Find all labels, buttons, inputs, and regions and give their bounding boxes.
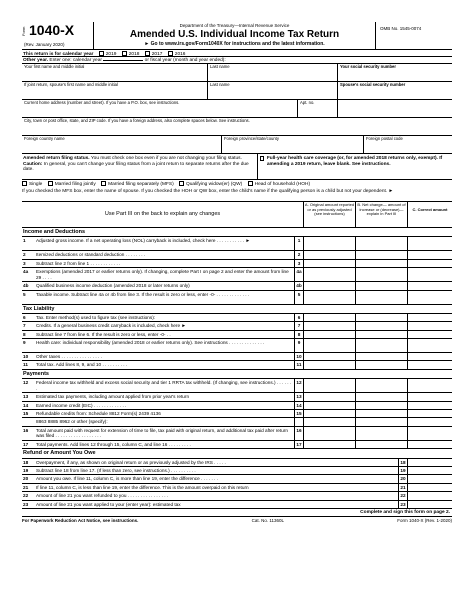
year-2018-checkbox[interactable] — [122, 51, 127, 56]
amount-field[interactable] — [356, 291, 408, 304]
line-ref: 21 — [398, 484, 408, 491]
filing-status-text — [22, 154, 258, 179]
amount-field[interactable] — [408, 418, 452, 425]
amount-field[interactable] — [408, 282, 452, 289]
form-line — [22, 268, 452, 282]
omb-number: OMB No. 1545-0074 — [380, 26, 422, 31]
line-text: Subtract line 7 from line 6. If the result is zero or less, enter -0- . . — [36, 331, 171, 337]
amount-field[interactable] — [304, 427, 356, 440]
line-ref: 18 — [398, 459, 408, 466]
line-text: Qualified business income deduction (amended 2018 or later returns only) — [36, 283, 190, 289]
amount-field[interactable] — [356, 268, 408, 281]
form-line — [22, 260, 452, 268]
amount-field[interactable] — [408, 237, 452, 250]
first-name-field[interactable]: Your first name and middle initial — [22, 64, 208, 81]
address-field[interactable]: Current home address (number and street). If you have a P.O. box, see instructions. — [22, 100, 298, 117]
single-label: Single — [29, 181, 43, 187]
amount-field[interactable] — [304, 418, 356, 425]
form-line — [22, 322, 452, 330]
amount-field[interactable] — [304, 402, 356, 409]
amount-field[interactable] — [356, 393, 408, 400]
year-2018: 2018 — [128, 51, 140, 57]
payments-section-title — [22, 370, 452, 379]
line-number: 1 — [23, 238, 26, 244]
amount-field[interactable] — [356, 260, 408, 267]
line-number: 15 — [23, 411, 29, 416]
form-line — [22, 251, 452, 259]
revision: (Rev. January 2020) — [24, 41, 65, 47]
line-ref: 12 — [294, 379, 304, 392]
tax-section-title — [22, 305, 452, 314]
year-2016: 2016 — [174, 51, 186, 57]
spouse-first-name-field[interactable]: If joint return, spouse's first name and middle initial — [22, 82, 208, 99]
mfj-label: Married filing jointly — [54, 181, 96, 187]
year-2019: 2019 — [105, 51, 117, 57]
amount-field[interactable] — [356, 402, 408, 409]
spouse-last-name-field[interactable]: Last name — [208, 82, 338, 99]
address-row — [22, 100, 452, 118]
form-line — [22, 339, 452, 353]
city-row — [22, 118, 452, 136]
form-line — [22, 361, 452, 369]
line-ref: 14 — [294, 402, 304, 409]
income-lines — [22, 237, 452, 304]
line-text: Overpayment, if any, as shown on original return or as previously adjusted by the IRS . . . . . — [36, 459, 226, 465]
line-ref — [294, 418, 304, 425]
amount-field[interactable] — [408, 260, 452, 267]
line-ref: 16 — [294, 427, 304, 440]
use-part-iii: Use Part III on the back to explain any changes — [22, 202, 304, 227]
amount-field[interactable] — [408, 475, 452, 482]
amount-field[interactable] — [304, 291, 356, 304]
qw-label: Qualifying widow(er) (QW) — [186, 181, 243, 187]
foreign-country-field[interactable]: Foreign country name — [22, 136, 222, 153]
department: Department of the Treasury—Internal Revenue Service — [179, 23, 290, 28]
form-title: Amended U.S. Individual Income Tax Return — [129, 29, 340, 41]
line-text: Total tax. Add lines 8, 9, and 10 . . . . . . . . . . — [36, 362, 128, 368]
amount-field[interactable] — [304, 251, 356, 258]
line-text: Total amount paid with request for extension of time to file, tax paid with original return, and additional tax paid after return was filed . . . . . . . . . . . . . . . . . . — [36, 427, 288, 439]
line-text: Federal income tax withheld and excess social security and tier 1 RRTA tax withheld. (If changing, see instructions.) . . . . . . . — [36, 380, 292, 391]
line-text: If line 11, column C, is less than line 19, enter the difference. This is the amount overpaid on this return — [36, 484, 249, 490]
filing-options-row — [22, 180, 452, 188]
calendar-year-row — [22, 50, 452, 57]
amount-field[interactable] — [304, 237, 356, 250]
name-row — [22, 64, 452, 82]
line-text: Total payments. Add lines 12 through 15, column C, and line 16 . . . . . . . . . — [36, 441, 191, 447]
line-ref: 2 — [294, 251, 304, 258]
line-number: 8 — [23, 331, 26, 337]
city-field[interactable]: City, town or post office, state, and ZIP code. If you have a foreign address, also complete spaces below. See instructions. — [24, 118, 250, 123]
line-ref: 8 — [294, 331, 304, 338]
form-line — [22, 467, 452, 475]
column-header-row — [22, 202, 452, 228]
title-block — [94, 22, 376, 49]
line-text: 8863 8885 8962 or other (specify): — [36, 419, 108, 425]
amount-field[interactable] — [356, 251, 408, 258]
line-ref: 13 — [294, 393, 304, 400]
other-year-row — [22, 57, 452, 64]
form-word: Form — [21, 26, 26, 36]
line-number: 9 — [23, 340, 26, 346]
hoh-label: Head of household (HOH) — [254, 181, 311, 187]
form-line — [22, 410, 452, 418]
amount-field[interactable] — [408, 314, 452, 321]
filing-note: If you checked the MFS box, enter the name of spouse. If you checked the HOH or QW box, enter the child's name if the qualifying person is a child but not your dependent. ► — [22, 189, 394, 194]
spouse-row — [22, 82, 452, 100]
amount-field[interactable] — [356, 314, 408, 321]
line-text: Credits. If a general business credit carryback is included, check here ► — [36, 323, 187, 329]
line-number: 19 — [23, 467, 29, 473]
amount-field[interactable] — [304, 282, 356, 289]
line-number: 14 — [23, 402, 29, 408]
amount-field[interactable] — [356, 339, 408, 352]
line-number: 16 — [23, 427, 29, 433]
paperwork-notice: For Paperwork Reduction Act Notice, see instructions. — [22, 518, 139, 524]
year-2017: 2017 — [151, 51, 163, 57]
amount-field[interactable] — [304, 331, 356, 338]
amount-field[interactable] — [356, 379, 408, 392]
form-id-block — [22, 22, 94, 49]
line-ref: 6 — [294, 314, 304, 321]
form-1040x — [22, 22, 452, 524]
form-line — [22, 492, 452, 500]
mfs-label: Married filing separately (MFS) — [108, 181, 174, 187]
foreign-row — [22, 136, 452, 154]
line-number: 6 — [23, 314, 26, 320]
line-ref: 7 — [294, 322, 304, 329]
line-ref: 15 — [294, 410, 304, 417]
amount-field[interactable] — [408, 501, 452, 508]
line-text: Earned income credit (EIC) . . . . . . . . . . . . . — [36, 402, 127, 408]
income-section-label: Income and Deductions — [23, 229, 86, 235]
amount-field[interactable] — [408, 331, 452, 338]
amount-field[interactable] — [304, 322, 356, 329]
line-text: Amount of line 21 you want applied to your (enter year): estimated tax — [36, 501, 181, 507]
line-number: 12 — [23, 380, 29, 386]
amount-field[interactable] — [408, 427, 452, 440]
line-ref: 1 — [294, 237, 304, 250]
calendar-label: This return is for calendar year — [23, 51, 94, 57]
line-ref: 4a — [294, 268, 304, 281]
line-text: Amount you owe. If line 11, column C, is more than line 19, enter the difference . . . . . . . — [36, 476, 218, 482]
coverage-block — [258, 154, 452, 179]
refund-section-title — [22, 449, 452, 458]
line-ref: 19 — [398, 467, 408, 474]
line-number — [22, 418, 34, 425]
amount-field[interactable] — [408, 251, 452, 258]
line-text: Taxable income. Subtract line 4a or 4b from line 3. If the result is zero or less, enter -0- . . . . . . . . . . . . . — [36, 291, 250, 297]
line-text: Refundable credits from: Schedule 8812 Form(s) 2439 4136 — [36, 411, 161, 416]
year-2017-checkbox[interactable] — [145, 51, 150, 56]
line-ref: 3 — [294, 260, 304, 267]
calendar-year-input[interactable] — [103, 60, 143, 61]
amount-field[interactable] — [304, 268, 356, 281]
line-text: Exemptions (amended 2017 or earlier returns only). If changing, complete Part I on page 2 and enter the amount from line 29 . . . . — [36, 269, 289, 280]
coverage-text: Full-year health care coverage (or, for amended 2018 returns only, exempt). If amending a 2019 return, leave blank. See instructions. — [266, 156, 443, 167]
line-ref: 17 — [294, 441, 304, 448]
amount-field[interactable] — [408, 291, 452, 304]
amount-field[interactable] — [408, 467, 452, 474]
address-spare-cell — [338, 100, 452, 117]
line-number: 21 — [23, 484, 29, 490]
amount-field[interactable] — [408, 459, 452, 466]
form-line — [22, 402, 452, 410]
foreign-postal-field[interactable]: Foreign postal code — [366, 136, 403, 141]
form-line — [22, 379, 452, 393]
filing-status-instruction: You must check one box even if you are not changing your filing status. — [90, 156, 242, 161]
amount-field[interactable] — [304, 260, 356, 267]
form-line — [22, 441, 452, 449]
cat-number: Cat. No. 11360L — [251, 518, 285, 524]
amount-field[interactable] — [304, 393, 356, 400]
form-line — [22, 353, 452, 361]
line-ref: 9 — [294, 339, 304, 352]
amount-field[interactable] — [356, 282, 408, 289]
year-2016-checkbox[interactable] — [168, 51, 173, 56]
form-line — [22, 331, 452, 339]
line-text: Health care: individual responsibility (amended 2018 or earlier returns only). See instructions . . . . . . . . . . . . . . — [36, 340, 265, 346]
amount-field[interactable] — [408, 402, 452, 409]
foreign-province-field[interactable]: Foreign province/state/county — [222, 136, 364, 153]
apt-field[interactable]: Apt. no. — [298, 100, 338, 117]
form-line — [22, 475, 452, 483]
amount-field[interactable] — [408, 322, 452, 329]
amount-field[interactable] — [356, 427, 408, 440]
line-ref: 10 — [294, 353, 304, 360]
form-line — [22, 314, 452, 322]
form-line — [22, 291, 452, 305]
form-footer — [22, 516, 452, 523]
amount-field[interactable] — [408, 492, 452, 499]
amount-field[interactable] — [304, 379, 356, 392]
mfj-checkbox[interactable] — [48, 181, 53, 186]
line-ref: 4b — [294, 282, 304, 289]
amount-field[interactable] — [356, 441, 408, 448]
spouse-ssn-field[interactable]: Spouse's social security number — [340, 82, 406, 87]
form-reference: Form 1040-X (Rev. 1-2020) — [397, 518, 452, 524]
qw-checkbox[interactable] — [179, 181, 184, 186]
line-number: 20 — [23, 476, 29, 482]
line-number: 13 — [23, 394, 29, 400]
form-number: 1040-X — [29, 22, 75, 38]
form-line — [22, 427, 452, 441]
amount-field[interactable] — [408, 361, 452, 368]
amount-field[interactable] — [408, 441, 452, 448]
refund-section-label: Refund or Amount You Owe — [23, 450, 96, 457]
line-number: 4a — [23, 269, 29, 275]
amount-field[interactable] — [408, 353, 452, 360]
line-text: Other taxes . . . . . . . . . . . . . . . . — [36, 354, 102, 360]
amount-field[interactable] — [408, 393, 452, 400]
line-number: 2 — [23, 252, 26, 258]
line-text: Adjusted gross income. If a net operating loss (NOL) carryback is included, check here . . . . . . . . . . . ► — [36, 238, 251, 244]
line-number: 5 — [23, 291, 26, 297]
amount-field[interactable] — [356, 361, 408, 368]
goto-instructions: ► Go to www.irs.gov/Form1040X for instructions and the latest information. — [144, 40, 325, 47]
filing-status-title: Amended return filing status. — [23, 156, 90, 161]
refund-lines — [22, 459, 452, 509]
amount-field[interactable] — [356, 237, 408, 250]
amount-field[interactable] — [304, 314, 356, 321]
form-header — [22, 22, 452, 50]
amount-field[interactable] — [408, 484, 452, 491]
line-text: Subtract line 2 from line 1 . . . . . . . . . . . . — [36, 260, 121, 266]
other-year-text: Enter one: calendar year — [49, 58, 102, 63]
year-2019-checkbox[interactable] — [99, 51, 104, 56]
other-year-label: Other year. — [23, 58, 49, 63]
amount-field[interactable] — [304, 410, 356, 417]
line-number: 4b — [23, 283, 29, 289]
caution-label: Caution: — [23, 161, 43, 167]
caution-text: In general, you can't change your filing status from a joint return to separate returns after the due date. — [23, 161, 249, 173]
column-a-header: A. Original amount reported or as previously adjusted (see instructions) — [304, 202, 356, 227]
form-line — [22, 501, 452, 509]
payment-lines — [22, 379, 452, 449]
amount-field[interactable] — [356, 353, 408, 360]
amount-field[interactable] — [408, 268, 452, 281]
line-text: Subtract line 18 from line 17. (If less than zero, see instructions.) . . . . . . . . . . — [36, 467, 196, 473]
line-number: 23 — [23, 501, 29, 507]
line-number: 18 — [23, 459, 29, 465]
line-ref: 5 — [294, 291, 304, 304]
amount-field[interactable] — [356, 331, 408, 338]
tax-lines — [22, 314, 452, 370]
filing-status-row — [22, 154, 452, 180]
tax-section-label: Tax Liability — [23, 305, 55, 312]
line-text: Tax. Enter method(s) used to figure tax (see instructions): — [36, 314, 156, 320]
amount-field[interactable] — [408, 410, 452, 417]
amount-field[interactable] — [304, 441, 356, 448]
column-c-header: C. Correct amount — [412, 207, 448, 212]
line-text: Estimated tax payments, including amount applied from prior year's return — [36, 394, 190, 400]
payments-section-label: Payments — [23, 370, 49, 377]
amount-field[interactable] — [356, 410, 408, 417]
coverage-checkbox[interactable] — [260, 156, 264, 161]
amount-field[interactable] — [408, 339, 452, 352]
ssn-field[interactable]: Your social security number — [340, 64, 397, 69]
line-number: 3 — [23, 260, 26, 266]
amount-field[interactable] — [356, 418, 408, 425]
form-line — [22, 484, 452, 492]
line-number: 7 — [23, 323, 26, 329]
form-line — [22, 459, 452, 467]
filing-note-row — [22, 188, 452, 202]
sign-note: Complete and sign this form on page 2. — [360, 509, 450, 515]
line-ref: 22 — [398, 492, 408, 499]
line-number: 17 — [23, 441, 29, 447]
mfs-checkbox[interactable] — [101, 181, 106, 186]
line-ref: 11 — [294, 361, 304, 368]
line-text: Amount of line 21 you want refunded to you . . . . . . . . . . . . . . . . — [36, 493, 169, 499]
form-line — [22, 393, 452, 401]
fiscal-year-text: or fiscal year (month and year ended): — [144, 58, 226, 63]
line-text: Itemized deductions or standard deduction . . . . . . . . — [36, 252, 146, 258]
line-ref: 20 — [398, 475, 408, 482]
line-number: 10 — [23, 354, 29, 360]
form-line — [22, 418, 452, 426]
line-number: 11 — [23, 362, 28, 368]
column-b-header: B. Net change— amount of increase or (decrease)— explain in Part III — [356, 202, 408, 227]
amount-field[interactable] — [408, 379, 452, 392]
line-number: 22 — [23, 493, 29, 499]
income-section-title — [22, 228, 452, 237]
form-line — [22, 237, 452, 251]
amount-field[interactable] — [304, 361, 356, 368]
amount-field[interactable] — [304, 339, 356, 352]
hoh-checkbox[interactable] — [248, 181, 253, 186]
form-line — [22, 282, 452, 290]
line-ref: 23 — [398, 501, 408, 508]
amount-field[interactable] — [356, 322, 408, 329]
amount-field[interactable] — [304, 353, 356, 360]
last-name-field[interactable]: Last name — [208, 64, 338, 81]
single-checkbox[interactable] — [22, 181, 27, 186]
